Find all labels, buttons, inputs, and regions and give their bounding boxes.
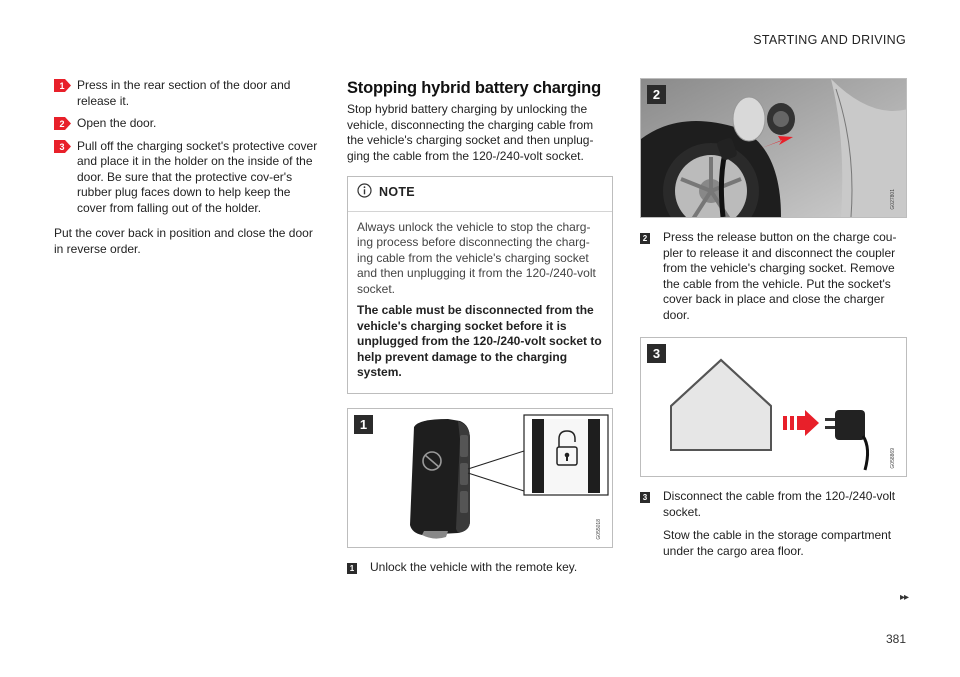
note-text: Always unlock the vehicle to stop the charg-ing process before disconnecting the charg-ing cable from the vehicle's charging socket and then unplugging it from the 120-/240-volt socket. [357,219,596,296]
step-2 [54,116,320,132]
note-warning-text: The cable must be disconnected from the vehicle's charging socket before it is unplugged from the 120-/240-volt socket to help prevent damage to the charging system. [357,303,602,379]
figure-3-caption [640,489,907,520]
note-header [348,177,612,212]
section-header: STARTING AND DRIVING [753,33,906,47]
figure-2-caption [640,230,907,323]
intro-paragraph: Stop hybrid battery charging by unlocking the vehicle, disconnecting the charging cable from the vehicle's charging socket and then unplug-ging the cable from the 120-/240-volt socket. [347,102,594,163]
caption-badge-3: 3 [640,492,650,503]
figure-1-caption [347,560,613,576]
svg-text:1: 1 [59,81,65,91]
step-badge-3-icon [54,140,71,153]
caption-2-text: Press the release button on the charge cou-pler to release it and disconnect the coupler from the vehicle's charging socket. Remove the cable from the vehicle. Put the socket's cover back in place and close the charger door. [663,230,897,322]
figure-wall-socket [640,337,907,477]
step-badge-1-icon [54,79,71,92]
step-2-text: Open the door. [77,116,157,130]
wall-socket-illustration [641,338,907,476]
left-column [54,78,320,257]
continued-arrows-icon: ▸▸ [899,592,908,603]
section-heading: Stopping hybrid battery charging [347,79,601,97]
figure-code-3: G058869 [889,448,896,469]
svg-text:2: 2 [59,119,65,129]
page-number: 381 [885,632,906,646]
right-column [640,78,907,559]
caption-3-text: Disconnect the cable from the 120-/240-volt socket. [663,489,896,519]
closing-paragraph: Put the cover back in position and close the door in reverse order. [54,226,313,256]
step-badge-2-icon [54,117,71,130]
stow-instruction: Stow the cable in the storage compartment under the cargo area floor. [663,528,892,558]
caption-badge-1: 1 [347,563,357,574]
figure-code-2: G027801 [889,189,896,210]
figure-number-3: 3 [647,344,666,363]
middle-column [347,78,613,575]
remote-key-illustration [348,409,613,547]
note-title: NOTE [379,185,415,199]
charge-coupler-illustration [641,79,907,217]
svg-text:3: 3 [59,141,65,152]
figure-number-2: 2 [647,85,666,104]
step-3 [54,139,320,217]
caption-badge-2: 2 [640,233,650,244]
step-1-text: Press in the rear section of the door and release it. [77,78,291,108]
figure-remote-key [347,408,613,548]
info-icon [357,183,372,203]
caption-1-text: Unlock the vehicle with the remote key. [370,559,578,574]
note-box [347,176,613,394]
figure-number: 1 [354,415,373,434]
figure-charge-coupler [640,78,907,218]
step-1 [54,78,320,109]
note-body [348,212,612,381]
step-3-text: Pull off the charging socket's protective cover and place it in the holder on the inside of the door. Be sure that the protective cov-er's rubber plug faces down to help keep the cover from falling out of the holder. [77,138,318,215]
figure-code: G055018 [595,518,602,540]
